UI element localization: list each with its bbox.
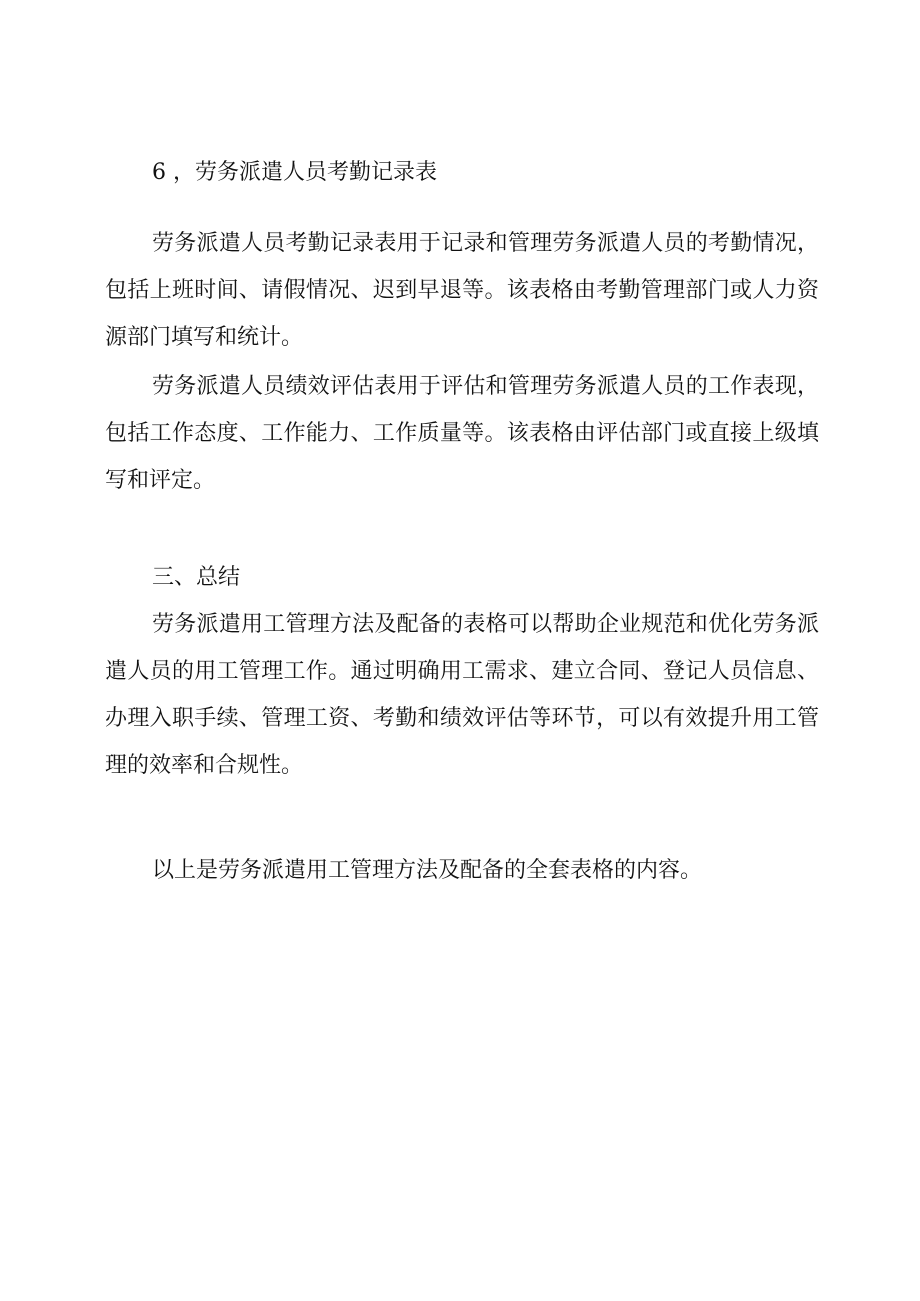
paragraph-summary: 劳务派遣用工管理方法及配备的表格可以帮助企业规范和优化劳务派遣人员的用工管理工作。通过明确用工需求、建立合同、登记人员信息、办理入职手续、管理工资、考勤和绩效评估等环节，可以有效提升用工管理的效率和合规性。 bbox=[105, 612, 819, 778]
paragraph-performance-evaluation: 劳务派遣人员绩效评估表用于评估和管理劳务派遣人员的工作表现，包括工作态度、工作能力、工作质量等。该表格由评估部门或直接上级填写和评定。 bbox=[105, 374, 819, 493]
paragraph-closing: 以上是劳务派遣用工管理方法及配备的全套表格的内容。 bbox=[152, 858, 703, 883]
paragraph-attendance-record: 劳务派遣人员考勤记录表用于记录和管理劳务派遣人员的考勤情况，包括上班时间、请假情况、迟到早退等。该表格由考勤管理部门或人力资源部门填写和统计。 bbox=[105, 231, 819, 350]
section-heading-attendance-record: 6 ，劳务派遣人员考勤记录表 bbox=[152, 160, 437, 185]
section-heading-summary: 三、总结 bbox=[152, 565, 241, 590]
